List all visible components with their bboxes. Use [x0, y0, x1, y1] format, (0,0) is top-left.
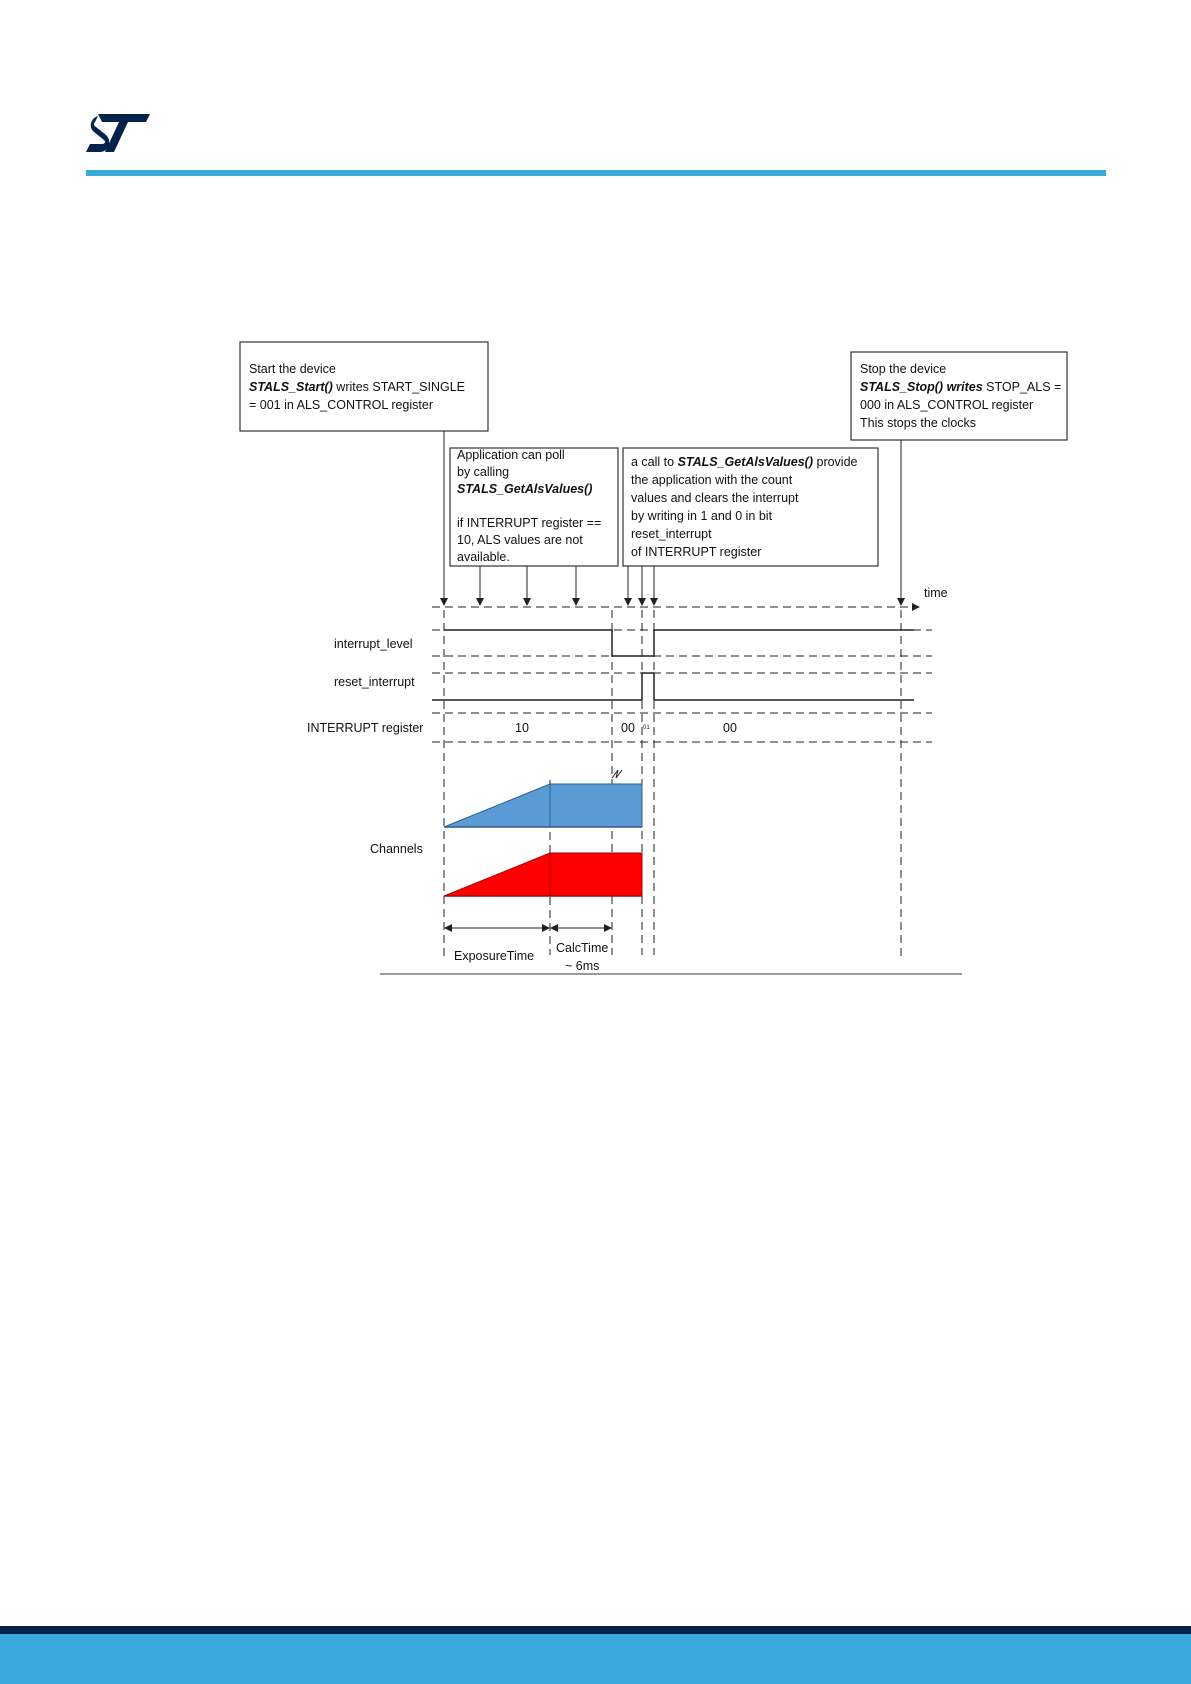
interrupt-register-row [432, 713, 932, 742]
start-box-line2 [249, 380, 465, 394]
start-box-line1: Start the device [249, 362, 336, 376]
stop-box-line2 [860, 380, 1061, 394]
calc-time-label: CalcTime [556, 941, 609, 955]
getvalues-box-line3: values and clears the interrupt [631, 491, 799, 505]
poll-box-func: STALS_GetAlsValues() [457, 482, 593, 496]
getvalues-box-line6: of INTERRUPT register [631, 545, 762, 559]
register-value-00-b: 00 [723, 721, 737, 735]
start-box-line3: = 001 in ALS_CONTROL register [249, 398, 433, 412]
start-box-func: STALS_Start() [249, 380, 333, 394]
getvalues-box-line2: the application with the count [631, 473, 793, 487]
getvalues-box-line5: reset_interrupt [631, 527, 712, 541]
poll-box-line1: Application can poll [457, 448, 565, 462]
time-axis [432, 586, 948, 611]
register-value-01: 01 [643, 725, 650, 731]
register-value-00-a: 00 [621, 721, 635, 735]
stop-device-box [851, 352, 1067, 440]
register-value-10: 10 [515, 721, 529, 735]
interrupt-level-waveform [444, 630, 914, 656]
poll-box-line4: if INTERRUPT register == [457, 516, 602, 530]
reset-interrupt-label: reset_interrupt [334, 675, 415, 689]
footer-band-light [0, 1634, 1191, 1684]
channel-red [444, 853, 642, 896]
vertical-guides [444, 610, 901, 960]
footer-band-dark [0, 1626, 1191, 1634]
poll-box-line6: available. [457, 550, 510, 564]
interrupt-level-label: interrupt_level [334, 637, 413, 651]
stop-box-line1: Stop the device [860, 362, 947, 376]
getvalues-box-func: STALS_GetAlsValues() [677, 455, 814, 469]
getvalues-box-post: provide [813, 455, 858, 469]
channel-blue [444, 770, 642, 827]
poll-box-line2: by calling [457, 465, 510, 479]
getvalues-box-line1 [631, 455, 858, 469]
duration-arrows [444, 924, 612, 973]
time-label: time [924, 586, 948, 600]
lightning-icon [612, 770, 622, 778]
getvalues-box-pre: a call to [631, 455, 678, 469]
poll-box-line5: 10, ALS values are not [457, 533, 583, 547]
stop-box-line4: This stops the clocks [860, 416, 977, 430]
calc-time-value: ~ 6ms [565, 959, 600, 973]
stop-box-func: STALS_Stop() writes [860, 380, 983, 394]
stop-box-line3: 000 in ALS_CONTROL register [860, 398, 1034, 412]
poll-box [450, 448, 618, 566]
channels-label: Channels [370, 842, 423, 856]
reset-interrupt-row [432, 673, 932, 700]
start-device-box [240, 342, 488, 431]
start-box-line2-rest: writes START_SINGLE [332, 380, 466, 394]
getvalues-box-line4: by writing in 1 and 0 in bit [631, 509, 773, 523]
exposure-time-label: ExposureTime [454, 949, 535, 963]
getvalues-box [623, 448, 878, 566]
interrupt-register-label: INTERRUPT register [307, 721, 424, 735]
stop-box-line2-rest: STOP_ALS = [982, 380, 1062, 394]
reset-interrupt-waveform [432, 673, 914, 700]
interrupt-level-row [432, 630, 932, 656]
